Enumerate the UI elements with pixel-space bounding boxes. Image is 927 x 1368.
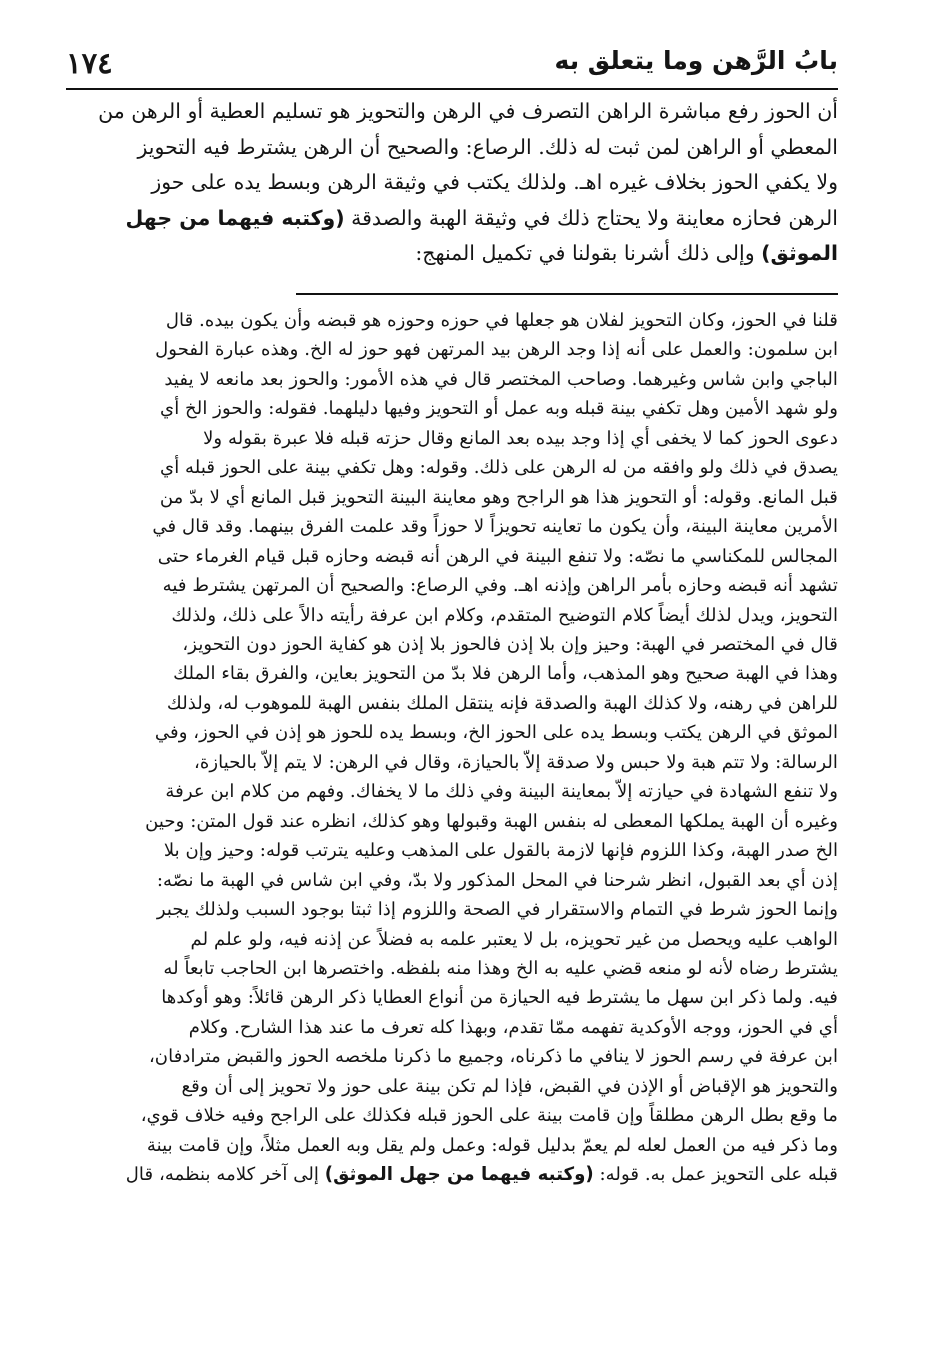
page-number: ١٧٤ xyxy=(66,46,113,80)
commentary-line-text: قبله على التحويز عمل به. قوله: xyxy=(599,1164,838,1186)
commentary-line: ولو شهد الأمين وهل تكفي بينة قبله وبه عمل أو التحويز وفيها دليلهما. فقوله: والحوز الخ أي xyxy=(159,398,838,420)
main-line: المعطي أو الراهن لمن ثبت له ذلك. الرصاع: والصحيح أن الرهن يشترط فيه التحويز xyxy=(137,134,838,159)
commentary-line: والتحويز هو الإقباض أو الإذن في القبض، فإذا لم تكن بينة على حوز ولا تحويز إلى أن وقع xyxy=(181,1075,838,1097)
commentary-line: الأمرين معاينة البينة، وأن يكون ما تعاينه تحويزاً لا حوزاً وقد علمت الفرق بينهما. وقد قال في xyxy=(152,516,838,538)
commentary-line: الخ صدر الهبة، وكذا اللزوم فإنها لازمة بالقول على المذهب وعليه يترتب قوله: وحيز وإن بلا xyxy=(163,840,838,862)
commentary-line-text: إلى آخر كلامه بنظمه، قال xyxy=(125,1164,319,1186)
main-text xyxy=(66,94,838,272)
commentary-text xyxy=(66,306,838,1190)
commentary-line: وما ذكر فيه من العمل لعله لم يعمّ بدليل قوله: وعمل ولم يقل وبه العمل مثلاً، وإن قامت بينة xyxy=(146,1134,838,1156)
commentary-line: وغيره أن الهبة يملكها المعطى له بنفس الهبة وقبولها وهو كذلك، انظره عند قول المتن: وحين xyxy=(145,810,838,832)
main-line-text: الرهن فحازه معاينة ولا يحتاج ذلك في وثيقة الهبة والصدقة xyxy=(351,205,838,230)
commentary-line: الواهب عليه ويحصل من غير تحويزه، بل لا يعتبر علمه به فضلاً عن إذنه فيه، ولو علم لم xyxy=(190,928,838,950)
commentary-line: الرسالة: ولا تتم هبة ولا حبس ولا صدقة إلاّ بالحيازة، وقال في الرهن: لا يتم إلاّ بالحيازة، xyxy=(194,751,838,773)
commentary-line xyxy=(66,1160,838,1189)
commentary-line: المجالس للمكناسي ما نصّه: ولا تنفع البينة في الرهن أنه قبضه وحازه قبل قيام الغرماء حتى xyxy=(157,545,838,567)
commentary-line: قال في المختصر في الهبة: وحيز وإن بلا إذن فالحوز بلا إذن هو كفاية الحوز دون التحويز، xyxy=(182,633,838,655)
commentary-line: قلنا في الحوز، وكان التحويز لفلان هو جعلها في حوزه وحوزه هو قبضه وأن يكون بيده. قال xyxy=(165,310,838,331)
commentary-line: وإنما الحوز شرط في التمام والاستقرار في الصحة واللزوم إذا ثبتا بوجود السبب ولذلك يجبر xyxy=(156,899,838,921)
commentary-line: الموثق في الرهن يكتب وبسط يده على الحوز الخ، وبسط يده للحوز هو إذن في الحوز، وفي xyxy=(154,722,838,744)
commentary-line: ابن سلمون: والعمل على أنه إذا وجد الرهن بيد المرتهن فهو حوز له الخ. وهذه عبارة الفحول xyxy=(155,339,838,361)
commentary-line: الباجي وابن شاس وغيرهما. وصاحب المختصر قال في هذه الأمور: والحوز بعد مانعه لا يفيد xyxy=(164,368,838,390)
bold-quote xyxy=(761,241,838,265)
commentary-line: قبل المانع. وقوله: أو التحويز هذا هو الراجح وهو معاينة البينة التحويز قبل المانع أي لا بدّ من xyxy=(159,486,838,508)
commentary-line: ابن عرفة في رسم الحوز لا ينافي ما ذكرناه، وجميع ما ذكرنا ملخصه الحوز والقبض مترادفان، xyxy=(148,1046,838,1068)
running-title: بابُ الرَّهن وما يتعلق به xyxy=(554,46,838,75)
footnote-separator xyxy=(296,293,838,295)
page-header xyxy=(66,42,838,86)
main-line xyxy=(66,201,838,237)
commentary-line: يصدق في ذلك ولو وافقه من له الرهن على ذلك. وقوله: وهل تكفي بينة على الحوز قبله أي xyxy=(159,457,838,479)
commentary-line: للراهن في رهنه، ولا كذلك الهبة والصدقة فإنه ينتقل الملك بنفس الهبة للموهوب له، ولذلك xyxy=(166,692,838,714)
commentary-line: إذن أي بعد القبول، انظر شرحنا في المحل المذكور ولا بدّ، وفي ابن شاس في الهبة ما نصّه: xyxy=(156,869,838,891)
bold-quote: (وكتبه فيهما من جهل xyxy=(125,205,345,230)
commentary-line: دعوى الحوز كما لا يخفى أي إذا وجد بيده بعد المانع وقال حزته قبله فلا عبرة بقوله ولا xyxy=(203,427,838,449)
commentary-line: ما وقع بطل الرهن مطلقاً وإن قامت بينة على الحوز قبله فكذلك على الراجح وفيه خلاف قوي، xyxy=(140,1105,838,1127)
header-rule xyxy=(66,88,838,90)
main-line: أن الحوز رفع مباشرة الراهن التصرف في الرهن والتحويز هو تسليم العطية أو الرهن من xyxy=(98,99,838,123)
main-line xyxy=(66,236,838,272)
main-line: ولا يكفي الحوز بخلاف غيره اهـ. ولذلك يكتب في وثيقة الرهن وبسط يده على حوز xyxy=(151,170,838,195)
commentary-line: فيه. ولما ذكر ابن سهل ما يشترط فيه الحيازة من أنواع العطايا ذكر الرهن قائلاً: وهو أوكدها xyxy=(161,987,838,1009)
commentary-line: ولا تنفع الشهادة في حيازته إلاّ بمعاينة البينة وفي ذلك ما لا يخفاك. وفهم من كلام ابن عرفة xyxy=(165,781,838,803)
commentary-line: أي في الحوز، ووجه الأوكدية تفهمه ممّا تقدم، وبهذا كله تعرف ما عند هذا الشارح. وكلام xyxy=(188,1016,838,1038)
bold-quote-close: ) xyxy=(761,241,771,266)
commentary-line: التحويز، ويدل لذلك أيضاً كلام التوضيح المتقدم، وكلام ابن عرفة رأيته دالاً على ذلك، ولذلك xyxy=(171,604,838,626)
bold-quote: (وكتبه فيهما من جهل الموثق) xyxy=(324,1164,594,1186)
commentary-line: وهذا في الهبة صحيح وهو المذهب، وأما الرهن فلا بدّ من التحويز بعاين، والفرق بقاء الملك xyxy=(173,663,838,685)
bold-quote-word: الموثق xyxy=(770,241,838,266)
commentary-line: يشترط رضاه لأنه لو منعه قضي عليه به الخ وهذا منه بلفظه. واختصرها ابن الحاجب تابعاً له xyxy=(163,957,838,979)
main-line-text: وإلى ذلك أشرنا بقولنا في تكميل المنهج: xyxy=(415,241,755,266)
commentary-line: تشهد أنه قبضه وحازه بأمر الراهن وإذنه اهـ. وفي الرصاع: والصحيح أن المرتهن يشترط فيه xyxy=(162,575,838,597)
